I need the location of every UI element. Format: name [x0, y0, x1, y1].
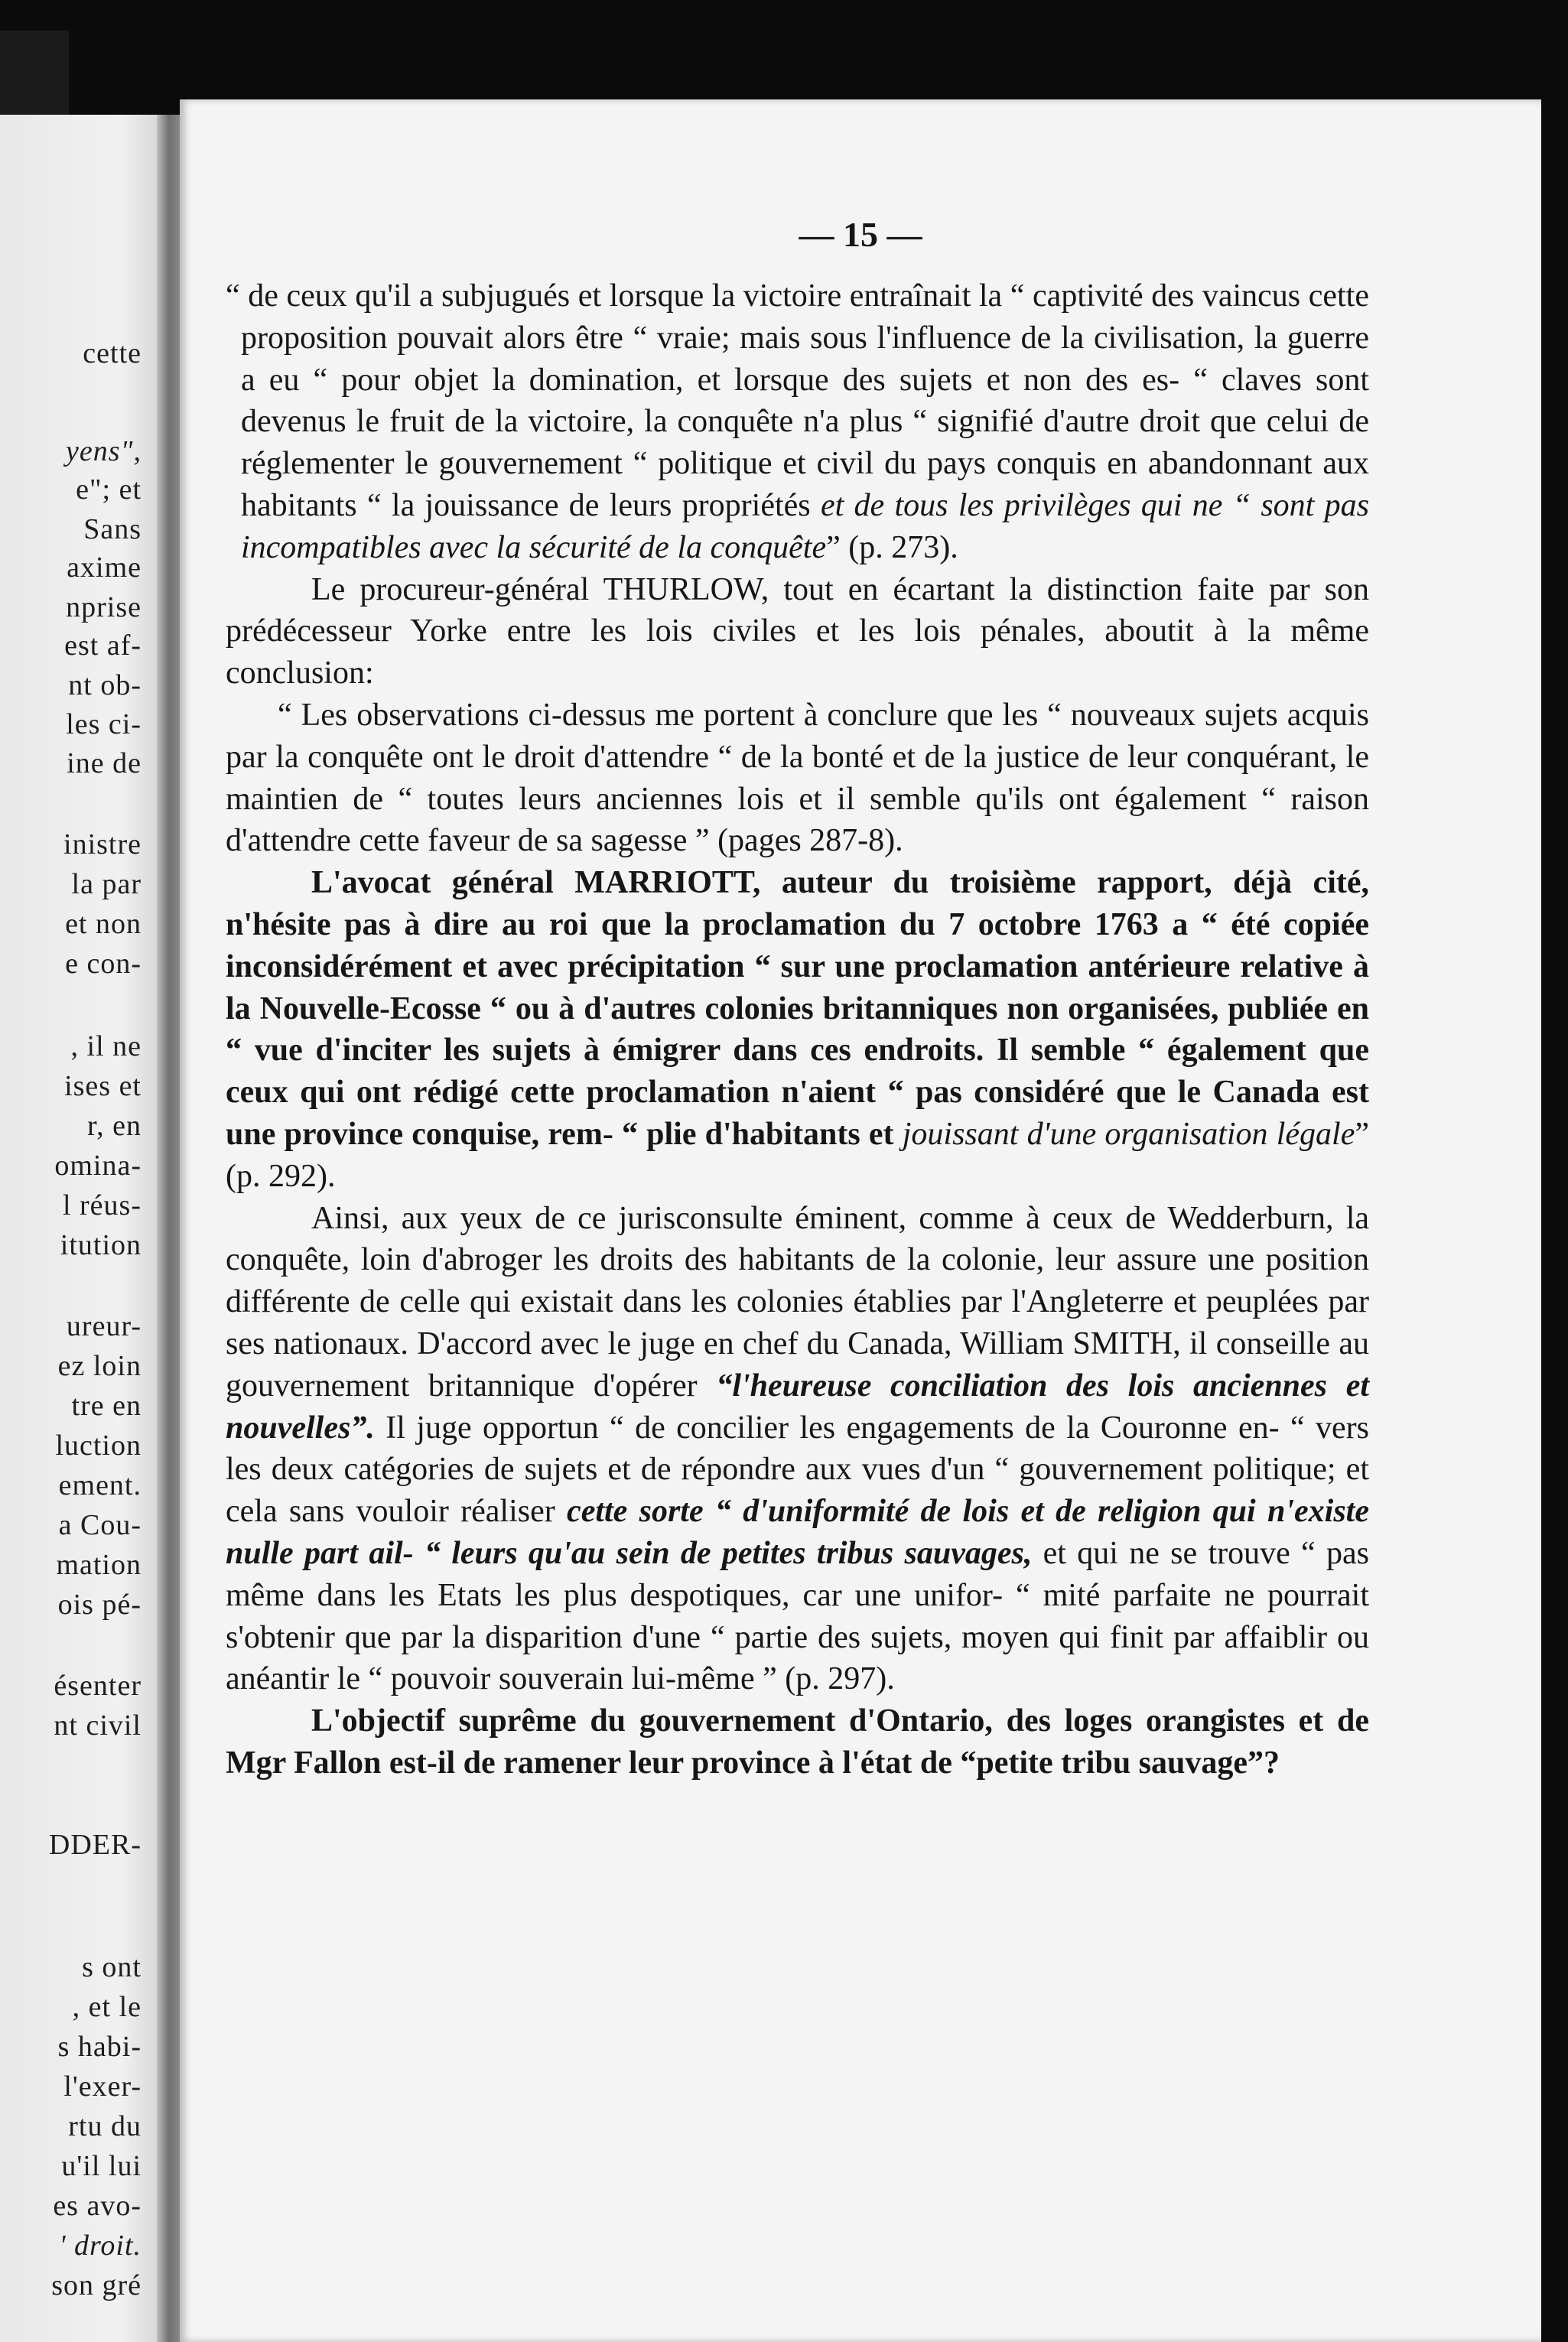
page-body: [226, 275, 1369, 1784]
left-fragment: nt civil: [54, 1709, 142, 1742]
left-fragment: u'il lui: [61, 2150, 142, 2182]
left-fragment: r, en: [87, 1110, 142, 1142]
left-fragment: axime: [67, 551, 142, 584]
text-run: L'avocat général MARRIOTT, auteur du troisième rapport, déjà cité, n'hésite pas à dire au roi que la proclamation du 7 octobre 1763 a “ été copiée inconsidérément et avec précipitation “ sur une proclamation antérieure relative à la Nouvelle-Ecosse “ ou à d'autres colonies britanniques non organisées, publiée en “ vue d'inciter les sujets à émigrer dans ces endroits. Il semble “ également que ceux qui ont rédigé cette proclamation n'aient “ pas considéré que le Canada est une province conquise, rem- “ plie d'habitants et: [226, 865, 1369, 1152]
left-fragment: est af-: [64, 629, 142, 662]
paragraph-objectif: [226, 1700, 1369, 1784]
page-number: — 15 —: [799, 215, 922, 254]
left-fragment: les ci-: [66, 708, 142, 740]
left-fragment: ureur-: [66, 1310, 142, 1342]
left-fragment: la par: [71, 868, 142, 900]
paragraph-marriott: [226, 862, 1369, 1197]
paragraph-thurlow: Le procureur-général THURLOW, tout en écartant la distinction faite par son prédécesseur Yorke entre les lois civiles et les lois pénales, aboutit à la même conclusion:: [226, 571, 1369, 691]
left-fragment: tre en: [71, 1390, 142, 1422]
text-run: et qui ne se trouve “ pas même dans les Etats les plus despotiques, car une unifor- “ mité parfaite ne pourrait s'obtenir que par la disparition d'une “ partie des sujets, moyen qui finit par affaiblir ou anéantir le “ pouvoir souverain lui-même ” (p. 297).: [226, 1535, 1369, 1697]
left-fragment: nt ob-: [68, 669, 142, 701]
italic-run: cette sorte “ d'uniformité de lois et de religion qui n'existe nulle part ail- “ leurs qu'au sein de petites tribus sauvages,: [226, 1494, 1369, 1571]
text-run: L'objectif suprême du gouvernement d'Ontario, des loges orangistes et de Mgr Fallon est-il de ramener leur province à l'état de “petite tribu sauvage”?: [226, 1703, 1369, 1781]
left-fragment: nprise: [66, 591, 142, 623]
left-fragment: e"; et: [76, 473, 142, 506]
left-fragment: ement.: [58, 1469, 142, 1501]
left-fragment: a Cou-: [58, 1509, 142, 1541]
left-fragment: ois pé-: [57, 1589, 142, 1621]
left-fragment: es avo-: [53, 2190, 142, 2222]
quote-paragraph-2: “ Les observations ci-dessus me portent à conclure que les “ nouveaux sujets acquis par la conquête ont le droit d'attendre “ de la bonté et de la justice de leur conquérant, le maintien de “ toutes leurs anciennes lois et il semble qu'ils ont également “ raison d'attendre cette faveur de sa sagesse ” (pages 287-8).: [226, 697, 1369, 859]
left-fragment: ez loin: [57, 1350, 142, 1382]
left-fragment: et non: [65, 908, 142, 940]
left-fragment: , et le: [72, 1991, 142, 2023]
left-fragment: s habi-: [57, 2031, 142, 2063]
text-run: ” (p. 273).: [826, 529, 958, 565]
quote-paragraph-1: [226, 275, 1369, 569]
left-fragment: rtu du: [68, 2110, 142, 2142]
paragraph-ainsi: [226, 1198, 1369, 1701]
left-fragment: e con-: [65, 948, 142, 980]
left-fragment: s ont: [82, 1951, 142, 1983]
left-fragment: yens",: [66, 435, 142, 467]
left-fragment: omina-: [54, 1150, 142, 1182]
italic-run: jouissant d'une organisation légale: [902, 1116, 1355, 1152]
left-fragment: son gré: [51, 2269, 142, 2301]
left-fragment: Sans: [83, 513, 142, 545]
left-fragment: ises et: [64, 1070, 142, 1102]
left-fragment: inistre: [63, 828, 142, 860]
text-run: Ainsi, aux yeux de ce jurisconsulte éminent, comme à ceux de Wedderburn, la conquête, loin d'abroger les droits des habitants de la colonie, leur assure une position différente de celle qui existait dans les colonies établies par l'Angleterre et peuplées par ses nationaux. D'accord avec le juge en chef du Canada, William SMITH, il conseille au gouvernement britannique d'opérer: [226, 1200, 1369, 1404]
text-run: ” (p. 292).: [226, 1116, 1370, 1194]
italic-run: et de tous les privilèges qui ne “ sont pas incompatibles avec la sécurité de la conquête: [241, 487, 1369, 565]
left-page-edge: [0, 115, 172, 2342]
left-fragment: luction: [55, 1430, 142, 1462]
text-run: Il juge opportun “ de concilier les engagements de la Couronne en- “ vers les deux catégories de sujets et de répondre aux vues d'un “ gouvernement politique; et cela sans vouloir réaliser: [226, 1410, 1370, 1530]
left-fragment: ésenter: [54, 1670, 142, 1702]
left-fragment: l réus-: [62, 1189, 142, 1221]
book-page: [180, 99, 1541, 2342]
left-fragment: , il ne: [70, 1030, 142, 1062]
left-fragment: l'exer-: [63, 2070, 142, 2103]
left-fragment: ' droit.: [59, 2230, 142, 2262]
left-fragment: DDER-: [48, 1829, 142, 1861]
left-fragment: mation: [56, 1549, 142, 1581]
italic-run: “l'heureuse conciliation des lois anciennes et nouvelles”.: [226, 1368, 1369, 1446]
text-run: “ de ceux qu'il a subjugués et lorsque la victoire entraînait la “ captivité des vaincus cette proposition pouvait alors être “ vraie; mais sous l'influence de la civilisation, la guerre a eu “ pour objet la domination, et lorsque des sujets et non des es- “ claves sont devenus le fruit de la victoire, la conquête n'a plus “ signifié d'autre droit que celui de réglementer le gouvernement “ politique et civil du pays conquis en abandonnant aux habitants “ la jouissance de leurs propriétés: [226, 278, 1369, 523]
left-fragment: cette: [83, 337, 142, 369]
left-fragment: ine de: [67, 747, 142, 779]
left-fragment: itution: [60, 1229, 142, 1261]
